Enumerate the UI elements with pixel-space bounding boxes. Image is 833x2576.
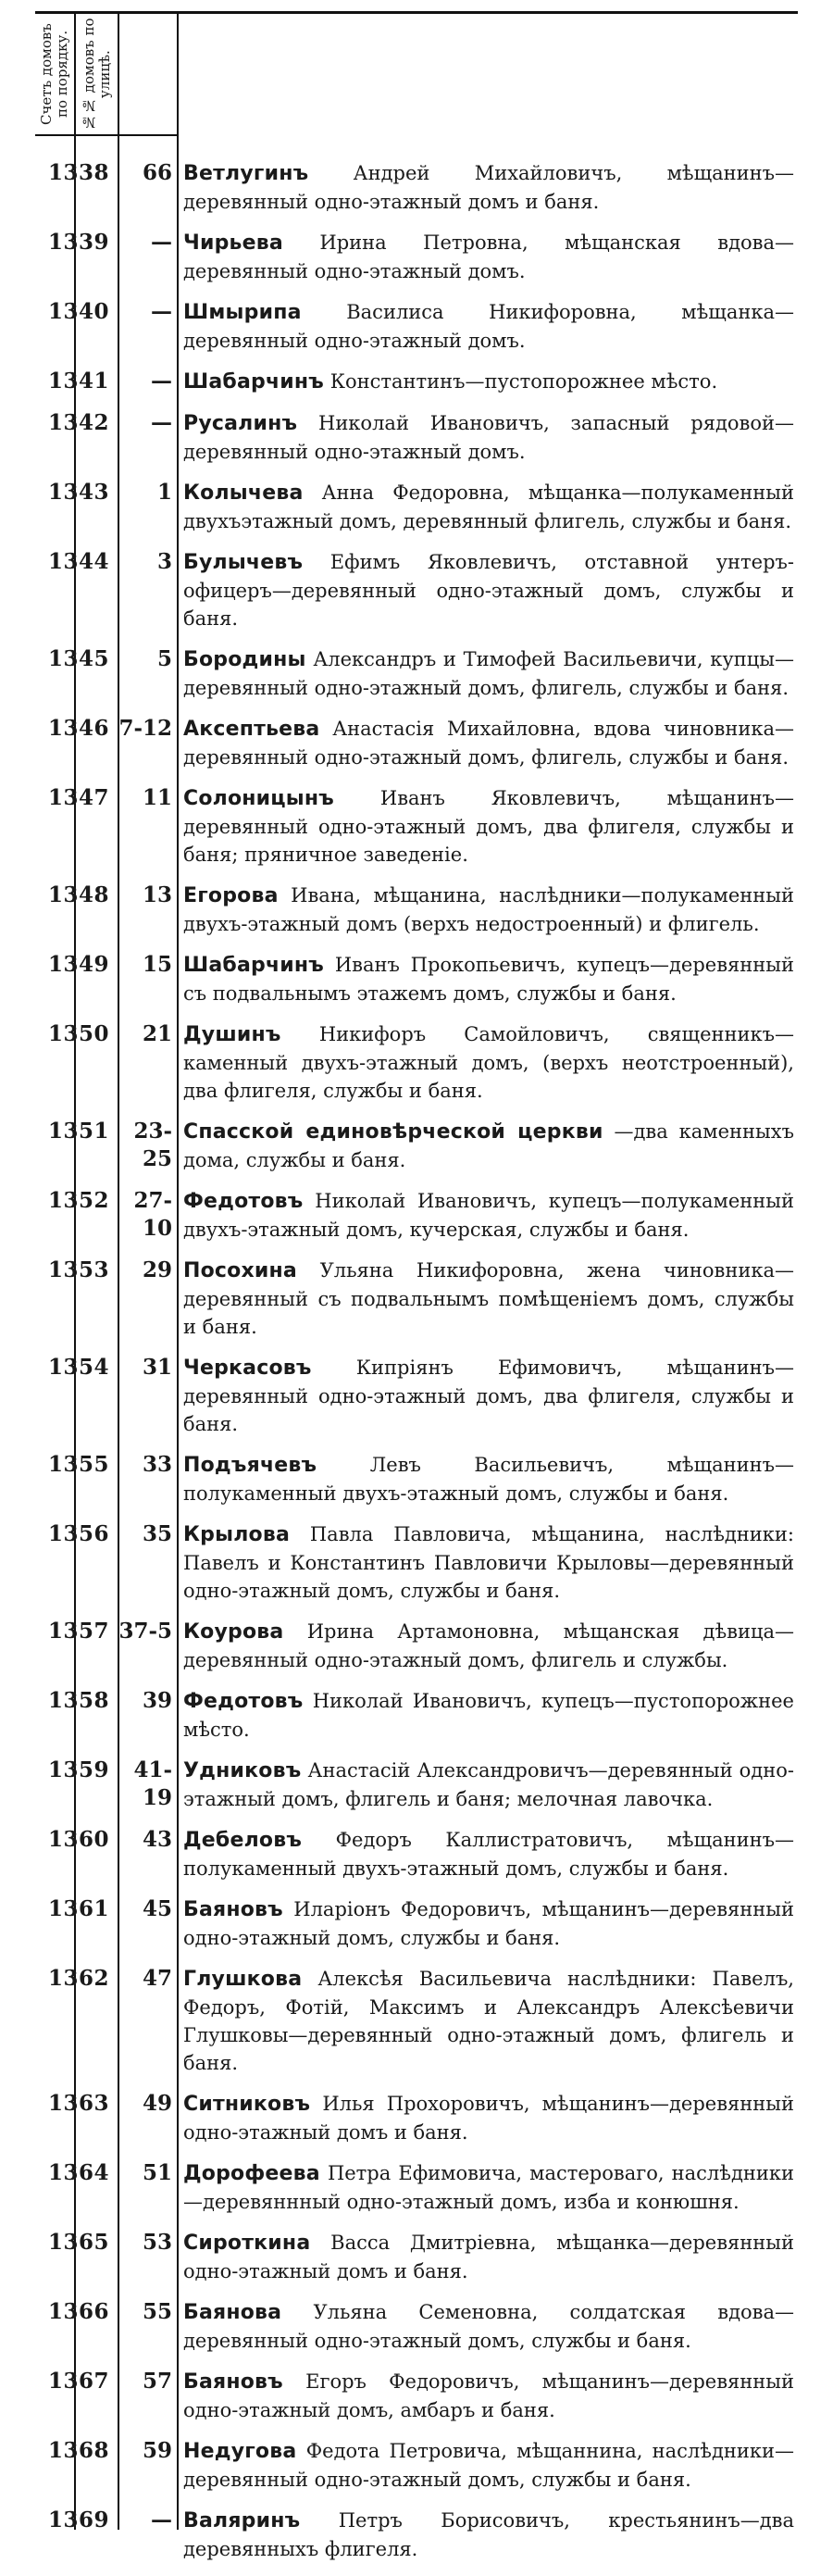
owner-name: Шабарчинъ [183, 370, 325, 394]
house-number: 35 [142, 1521, 172, 1546]
house-number: 21 [142, 1021, 172, 1046]
table-row [35, 298, 798, 355]
table-row [35, 1451, 798, 1507]
owner-description [176, 715, 794, 771]
owner-description [176, 1451, 794, 1507]
property-text: Алексѣя Васильевича наслѣдники: Павелъ, Федоръ, Фотій, Максимъ и Александръ Алексѣевичи Глушковы—деревянный одно-этажный домъ, флигель и баня. [183, 1968, 794, 2074]
order-number: 1369 [47, 2507, 109, 2532]
owner-description [176, 2368, 794, 2424]
order-number: 1342 [47, 410, 109, 435]
property-text: Николай Ивановичъ, купецъ—пустопорожнее мѣсто. [183, 1690, 794, 1741]
owner-description [176, 1895, 794, 1952]
owner-name: Шмырипа [183, 301, 302, 324]
owner-description [176, 882, 794, 938]
order-number: 1351 [47, 1119, 109, 1144]
table-header [35, 14, 798, 134]
property-text: Егоръ Федоровичъ, мѣщанинъ—деревянный одно-этажный домъ, амбаръ и баня. [183, 2370, 794, 2421]
house-number: 7-12 [118, 716, 172, 741]
owner-name: Солоницынъ [183, 787, 335, 810]
property-text: Анастасій Александровичъ—деревянный одно-этажный домъ, флигель и баня; мелочная лавочка. [183, 1759, 794, 1810]
table-row [35, 2229, 798, 2285]
owner-name: Ветлугинъ [183, 162, 309, 185]
property-text: Ирина Артамоновна, мѣщанская дѣвица—деревянный одно-этажный домъ, флигель и службы. [183, 1620, 794, 1671]
property-text: Ефимъ Яковлевичъ, отставной унтеръ-офицеръ—деревянный одно-этажный домъ, службы и баня. [183, 551, 794, 630]
order-number: 1357 [47, 1619, 109, 1644]
order-number: 1365 [47, 2230, 109, 2255]
owner-description [176, 645, 794, 702]
owner-description [176, 2507, 794, 2563]
property-text: Васса Дмитріевна, мѣщанка—деревянный одно-этажный домъ и баня. [183, 2232, 794, 2282]
owner-description [176, 2090, 794, 2146]
table-row [35, 951, 798, 1007]
owner-name: Крылова [183, 1523, 291, 1546]
house-number: — [151, 369, 172, 394]
owner-name: Спасской единовѣрческой церкви [183, 1120, 603, 1144]
property-text: Федоръ Каллистратовичъ, мѣщанинъ—полукаменный двухъ-этажный домъ, службы и баня. [183, 1829, 794, 1880]
order-number: 1356 [47, 1521, 109, 1546]
table-row [35, 645, 798, 702]
owner-name: Дорофеева [183, 2162, 320, 2185]
table-row [35, 1020, 798, 1105]
owner-description [176, 784, 794, 869]
house-number: — [151, 410, 172, 435]
owner-name: Ситниковъ [183, 2093, 311, 2116]
table-row [35, 1354, 798, 1438]
property-text: Анастасія Михайловна, вдова чиновника—деревянный одно-этажный домъ, флигель, службы и баня. [183, 718, 794, 769]
table-row [35, 1687, 798, 1744]
house-number: 5 [156, 646, 172, 671]
house-number: 39 [142, 1688, 172, 1713]
order-number: 1349 [47, 952, 109, 977]
owner-name: Посохина [183, 1259, 297, 1282]
order-number: 1367 [47, 2369, 109, 2394]
owner-name: Федотовъ [183, 1190, 304, 1213]
owner-name: Колычева [183, 481, 304, 505]
table-row [35, 882, 798, 938]
owner-description [176, 2298, 794, 2355]
header-street-label: №№ домовъ по улицѣ. [80, 18, 113, 131]
property-text: Павла Павловича, мѣщанина, наслѣдники: Павелъ и Константинъ Павловичи Крыловы—деревянный одно-этажный домъ, службы и баня. [183, 1523, 794, 1602]
owner-description [176, 229, 794, 285]
owner-description [176, 1257, 794, 1341]
order-number: 1346 [47, 716, 109, 741]
house-number: 66 [142, 160, 172, 185]
owner-name: Федотовъ [183, 1690, 304, 1713]
header-order-label: Счетъ домовъ по порядку. [38, 23, 70, 125]
owner-name: Недугова [183, 2440, 297, 2463]
house-number: — [151, 299, 172, 324]
house-number: 27-10 [133, 1188, 172, 1241]
owner-name: Коурова [183, 1620, 284, 1644]
house-number: 51 [142, 2160, 172, 2185]
order-number: 1348 [47, 882, 109, 907]
owner-name: Душинъ [183, 1023, 281, 1046]
house-number: 47 [142, 1966, 172, 1991]
owner-name: Подъячевъ [183, 1454, 317, 1477]
table-row [35, 1965, 798, 2077]
owner-description [176, 1020, 794, 1105]
owner-description [176, 1687, 794, 1744]
owner-description [176, 479, 794, 535]
property-text: Левъ Васильевичъ, мѣщанинъ—полукаменный двухъ-этажный домъ, службы и баня. [183, 1454, 794, 1505]
table-row [35, 229, 798, 285]
property-text: Александръ и Тимофей Васильевичи, купцы—деревянный одно-этажный домъ, флигель, службы и баня. [183, 648, 794, 699]
header-rule [35, 134, 177, 136]
order-number: 1340 [47, 299, 109, 324]
owner-description [176, 298, 794, 355]
order-number: 1350 [47, 1021, 109, 1046]
owner-name: Баяновъ [183, 2370, 283, 2394]
owner-name: Валяринъ [183, 2509, 301, 2532]
order-number: 1347 [47, 785, 109, 810]
property-text: Николай Ивановичъ, купецъ—полукаменный двухъ-этажный домъ, кучерская, службы и баня. [183, 1190, 794, 1241]
owner-description [176, 368, 794, 396]
house-number: 1 [156, 480, 172, 505]
order-number: 1339 [47, 230, 109, 255]
order-number: 1353 [47, 1257, 109, 1282]
table-row [35, 1520, 798, 1605]
property-text: Петра Ефимовича, мастероваго, наслѣдники—деревяннный одно-этажный домъ, изба и конюшня. [183, 2162, 794, 2213]
order-number: 1361 [47, 1896, 109, 1921]
order-number: 1341 [47, 369, 109, 394]
property-text: Кипріянъ Ефимовичъ, мѣщанинъ—деревянный одно-этажный домъ, два флигеля, службы и баня. [183, 1357, 794, 1435]
table-row [35, 715, 798, 771]
order-number: 1354 [47, 1355, 109, 1380]
table-row [35, 1187, 798, 1244]
order-number: 1360 [47, 1827, 109, 1852]
owner-description [176, 548, 794, 632]
property-text: Ивана, мѣщанина, наслѣдники—полукаменный двухъ-этажный домъ (верхъ недостроенный) и флигель. [183, 884, 794, 935]
house-number: 11 [142, 785, 172, 810]
order-number: 1343 [47, 480, 109, 505]
property-text: Константинъ—пустопорожнее мѣсто. [329, 370, 718, 393]
table-row [35, 159, 798, 216]
property-text: Иванъ Яковлевичъ, мѣщанинъ—деревянный одно-этажный домъ, два флигеля, службы и баня; пряничное заведеніе. [183, 787, 794, 866]
owner-name: Сироткина [183, 2232, 311, 2255]
document-page [35, 11, 798, 2560]
property-text: Иларіонъ Федоровичъ, мѣщанинъ—деревянный одно-этажный домъ, службы и баня. [183, 1898, 794, 1949]
house-number: 13 [142, 882, 172, 907]
table-row [35, 1618, 798, 1674]
header-cell-order [35, 14, 74, 134]
property-text: Ульяна Семеновна, солдатская вдова—деревянный одно-этажный домъ, службы и баня. [183, 2301, 794, 2352]
property-text: Ульяна Никифоровна, жена чиновника—деревянный съ подвальнымъ помѣщеніемъ домъ, службы и баня. [183, 1259, 794, 1338]
house-number: 49 [142, 2091, 172, 2116]
property-text: Василиса Никифоровна, мѣщанка—деревянный одно-этажный домъ. [183, 301, 794, 352]
table-row [35, 1826, 798, 1882]
owner-name: Булычевъ [183, 551, 304, 574]
order-number: 1366 [47, 2299, 109, 2324]
order-number: 1345 [47, 646, 109, 671]
property-text: Никифоръ Самойловичъ, священникъ—каменный двухъ-этажный домъ, (верхъ неотстроенный), два флигеля, службы и баня. [183, 1023, 794, 1102]
order-number: 1338 [47, 160, 109, 185]
owner-description [176, 2229, 794, 2285]
table-row [35, 2507, 798, 2563]
table-row [35, 2437, 798, 2494]
house-number: 37-5 [118, 1619, 172, 1644]
property-text: Илья Прохоровичъ, мѣщанинъ—деревянный одно-этажный домъ и баня. [183, 2093, 794, 2144]
owner-description [176, 1118, 794, 1174]
house-number: 45 [142, 1896, 172, 1921]
property-text: Анна Федоровна, мѣщанка—полукаменный двухъэтажный домъ, деревянный флигель, службы и баня. [183, 481, 794, 532]
table-row [35, 548, 798, 632]
owner-name: Шабарчинъ [183, 954, 325, 977]
house-number: 31 [142, 1355, 172, 1380]
owner-description [176, 1520, 794, 1605]
owner-description [176, 1354, 794, 1438]
owner-name: Баяновъ [183, 1898, 283, 1921]
header-cell-street [76, 14, 118, 134]
table-row [35, 479, 798, 535]
owner-description [176, 409, 794, 466]
owner-name: Дебеловъ [183, 1829, 303, 1852]
table-row [35, 2159, 798, 2216]
owner-description [176, 1757, 794, 1813]
table-body [35, 159, 798, 2576]
order-number: 1344 [47, 549, 109, 574]
owner-name: Бородины [183, 648, 306, 671]
owner-description [176, 951, 794, 1007]
house-number: 43 [142, 1827, 172, 1852]
property-text: Федота Петровича, мѣщаннина, наслѣдники—деревянный одно-этажный домъ, службы и баня. [183, 2440, 794, 2491]
table-row [35, 1895, 798, 1952]
table-row [35, 1257, 798, 1341]
owner-description [176, 2159, 794, 2216]
house-number: 59 [142, 2438, 172, 2463]
owner-description [176, 1965, 794, 2077]
property-text: Петръ Борисовичъ, крестьянинъ—два деревянныхъ флигеля. [183, 2509, 794, 2560]
order-number: 1362 [47, 1966, 109, 1991]
table-row [35, 2368, 798, 2424]
property-text: Андрей Михайловичъ, мѣщанинъ—деревянный одно-этажный домъ и баня. [183, 162, 794, 213]
owner-name: Удниковъ [183, 1759, 302, 1782]
order-number: 1358 [47, 1688, 109, 1713]
owner-name: Аксептьева [183, 718, 320, 741]
owner-description [176, 1618, 794, 1674]
house-number: 3 [156, 549, 172, 574]
owner-description [176, 159, 794, 216]
house-number: 23-25 [133, 1119, 172, 1171]
owner-name: Русалинъ [183, 412, 298, 435]
house-number: — [151, 230, 172, 255]
owner-name: Черкасовъ [183, 1357, 312, 1380]
house-number: — [151, 2507, 172, 2532]
owner-name: Глушкова [183, 1968, 303, 1991]
table-row [35, 2298, 798, 2355]
property-text: Ирина Петровна, мѣщанская вдова—деревянный одно-этажный домъ. [183, 231, 794, 282]
owner-name: Егорова [183, 884, 279, 907]
order-number: 1368 [47, 2438, 109, 2463]
house-number: 53 [142, 2230, 172, 2255]
order-number: 1352 [47, 1188, 109, 1213]
owner-name: Баянова [183, 2301, 282, 2324]
house-number: 57 [142, 2369, 172, 2394]
owner-description [176, 1187, 794, 1244]
owner-description [176, 1826, 794, 1882]
table-row [35, 784, 798, 869]
order-number: 1363 [47, 2091, 109, 2116]
house-number: 29 [142, 1257, 172, 1282]
table-row [35, 368, 798, 396]
property-text: Иванъ Прокопьевичъ, купецъ—деревянный съ подвальнымъ этажемъ домъ, службы и баня. [183, 954, 794, 1005]
order-number: 1355 [47, 1452, 109, 1477]
table-row [35, 1757, 798, 1813]
table-row [35, 409, 798, 466]
owner-name: Чирьева [183, 231, 283, 255]
property-text: —два каменныхъ дома, службы и баня. [183, 1120, 794, 1171]
house-number: 41-19 [133, 1757, 172, 1810]
table-row [35, 1118, 798, 1174]
owner-description [176, 2437, 794, 2494]
house-number: 33 [142, 1452, 172, 1477]
order-number: 1359 [47, 1757, 109, 1782]
order-number: 1364 [47, 2160, 109, 2185]
table-row [35, 2090, 798, 2146]
house-number: 55 [142, 2299, 172, 2324]
property-text: Николай Ивановичъ, запасный рядовой—деревянный одно-этажный домъ. [183, 412, 794, 463]
house-number: 15 [142, 952, 172, 977]
